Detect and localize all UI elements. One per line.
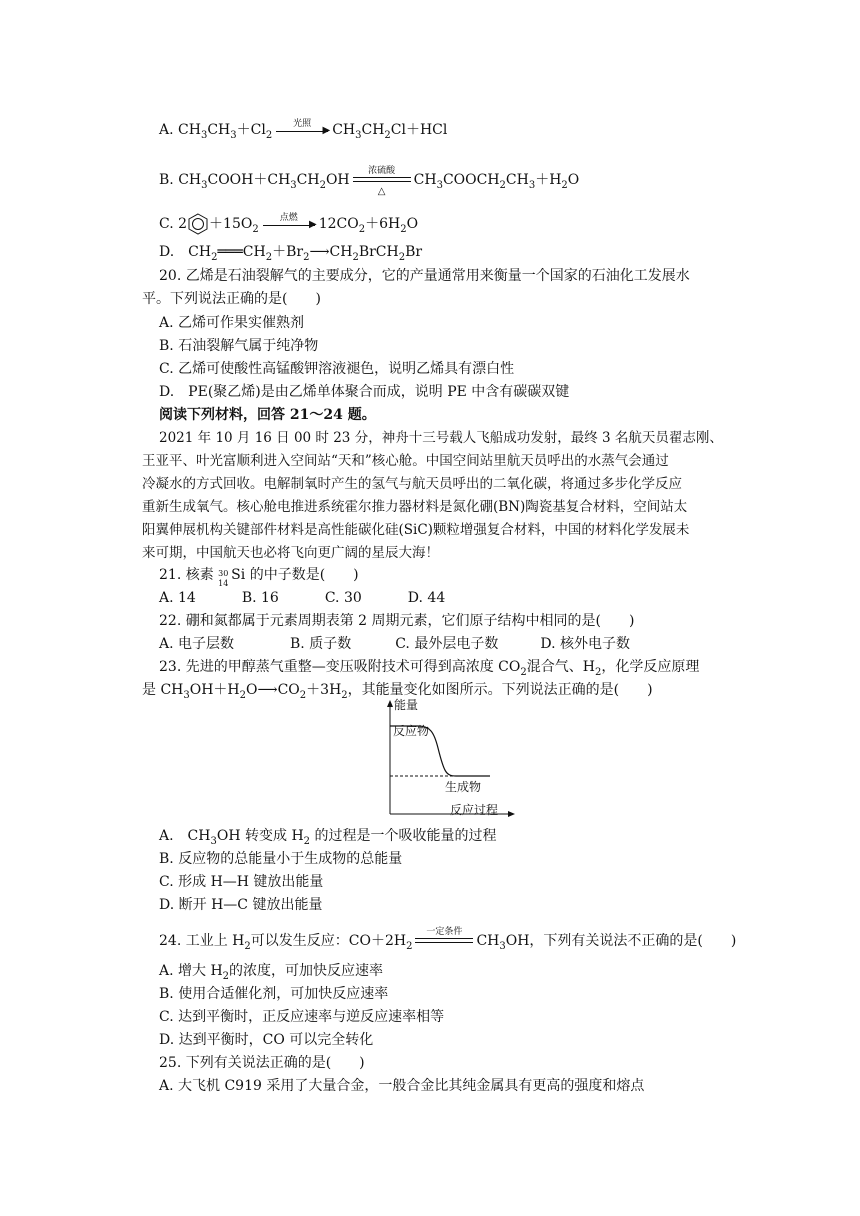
option-19-a: A. $CH_3CH_3+Cl_2$ 光照 ▶ $CH_3CH_2Cl+HCl$ xyxy=(159,119,448,141)
benzene-ring-icon xyxy=(187,213,209,235)
q21-stem: 21. 核素 30 14 Si 的中子数是( ) xyxy=(159,567,359,588)
q21-options: A. 14 B. 16 C. 30 D. 44 xyxy=(159,590,446,606)
reversible-arrow-icon: 一定条件 xyxy=(415,932,473,950)
q24-option-b: B. 使用合适催化剂，可加快反应速率 xyxy=(159,986,389,1002)
q23-option-a: A. $CH_3OH$ 转变成 $H_2$ 的过程是一个吸收能量的过程 xyxy=(159,828,497,847)
energy-diagram-svg xyxy=(378,698,518,818)
q23-option-d: D. 断开 H—C 键放出能量 xyxy=(159,897,323,913)
q20-option-d: D. PE(聚乙烯)是由乙烯单体聚合而成，说明 PE 中含有碳碳双键 xyxy=(159,384,570,400)
option-19-c: C. $2 +15O_2$ 点燃 ▶ $12CO_2+6H_2O$ xyxy=(159,213,419,235)
product-label: 生成物 xyxy=(445,780,482,794)
reading-heading: 阅读下列材料，回答 21～24 题。 xyxy=(159,407,376,423)
q23-stem-line2: 是 $CH_3OH+H_2O⟶CO_2+3H_2$，其能量变化如图所示。下列说法正确的是( ) xyxy=(142,682,653,701)
q22-stem: 22. 硼和氮都属于元素周期表第 2 周期元素，它们原子结构中相同的是( ) xyxy=(159,613,635,629)
q24-option-c: C. 达到平衡时，正反应速率与逆反应速率相等 xyxy=(159,1009,445,1025)
reaction-arrow-icon: 点燃 ▶ xyxy=(263,217,315,231)
reversible-arrow-icon: 浓硫酸 △ xyxy=(353,171,411,189)
q20-option-b: B. 石油裂解气属于纯净物 xyxy=(159,338,319,354)
q20-stem-line1: 20. 乙烯是石油裂解气的主要成分，它的产量通常用来衡量一个国家的石油化工发展水 xyxy=(159,268,690,284)
q24-option-a: A. 增大 $H_2$的浓度，可加快反应速率 xyxy=(159,963,384,982)
q20-option-c: C. 乙烯可使酸性高锰酸钾溶液褪色，说明乙烯具有漂白性 xyxy=(159,361,515,377)
passage-line: 冷凝水的方式回收。电解制氧时产生的氢气与航天员呼出的二氧化碳，将通过多步化学反应 xyxy=(142,476,682,492)
passage-line: 来可期，中国航天也必将飞向更广阔的星辰大海！ xyxy=(142,545,439,561)
reactant-label: 反应物 xyxy=(393,724,430,738)
q22-options: A. 电子层数 B. 质子数 C. 最外层电子数 D. 核外电子数 xyxy=(159,636,630,652)
passage-line: 2021 年 10 月 16 日 00 时 23 分，神舟十三号载人飞船成功发射，最终 3 名航天员翟志刚、 xyxy=(159,430,723,446)
q20-stem-line2: 平。下列说法正确的是( ) xyxy=(142,291,321,307)
x-axis-arrow-icon xyxy=(508,811,515,817)
q23-option-b: B. 反应物的总能量小于生成物的总能量 xyxy=(159,851,403,867)
q23-option-c: C. 形成 H—H 键放出能量 xyxy=(159,874,324,890)
q23-stem-line1: 23. 先进的甲醇蒸气重整—变压吸附技术可得到高浓度 $CO_2$混合气、$H_2$，化学反应原理 xyxy=(159,659,700,678)
q25-stem: 25. 下列有关说法正确的是( ) xyxy=(159,1055,365,1071)
x-axis-label: 反应过程 xyxy=(450,803,499,817)
passage-line: 王亚平、叶光富顺利进入空间站“天和”核心舱。中国空间站里航天员呼出的水蒸气会通过 xyxy=(142,453,669,469)
passage-line: 阳翼伸展机构关键部件材料是高性能碳化硅(SiC)颗粒增强复合材料，中国的材料化学发展未 xyxy=(142,522,690,538)
passage-line: 重新生成氧气。核心舱电推进系统霍尔推力器材料是氮化硼(BN)陶瓷基复合材料，空间站太 xyxy=(142,499,688,515)
y-axis-arrow-icon xyxy=(387,700,393,707)
q24-stem: 24. 工业上 $H_2$可以发生反应：$CO+2H_2$ 一定条件 $CH_3OH$，下列有关说法不正确的是( ) xyxy=(159,927,737,952)
energy-diagram xyxy=(378,698,518,818)
nuclide-notation: 30 14 xyxy=(218,569,229,588)
reaction-arrow-icon: 光照 ▶ xyxy=(276,123,328,137)
q20-option-a: A. 乙烯可作果实催熟剂 xyxy=(159,315,305,331)
q25-option-a: A. 大飞机 C919 采用了大量合金，一般合金比其纯金属具有更高的强度和熔点 xyxy=(159,1078,645,1094)
option-19-b: B. $CH_3COOH+CH_3CH_2OH$ 浓硫酸 △ $CH_3COOCH_2CH_3+H_2O$ xyxy=(159,166,580,197)
option-19-d: D. $CH_2═══CH_2+Br_2⟶CH_2BrCH_2Br$ xyxy=(159,244,423,263)
q24-option-d: D. 达到平衡时，CO 可以完全转化 xyxy=(159,1032,374,1048)
y-axis-label: 能量 xyxy=(394,698,419,712)
